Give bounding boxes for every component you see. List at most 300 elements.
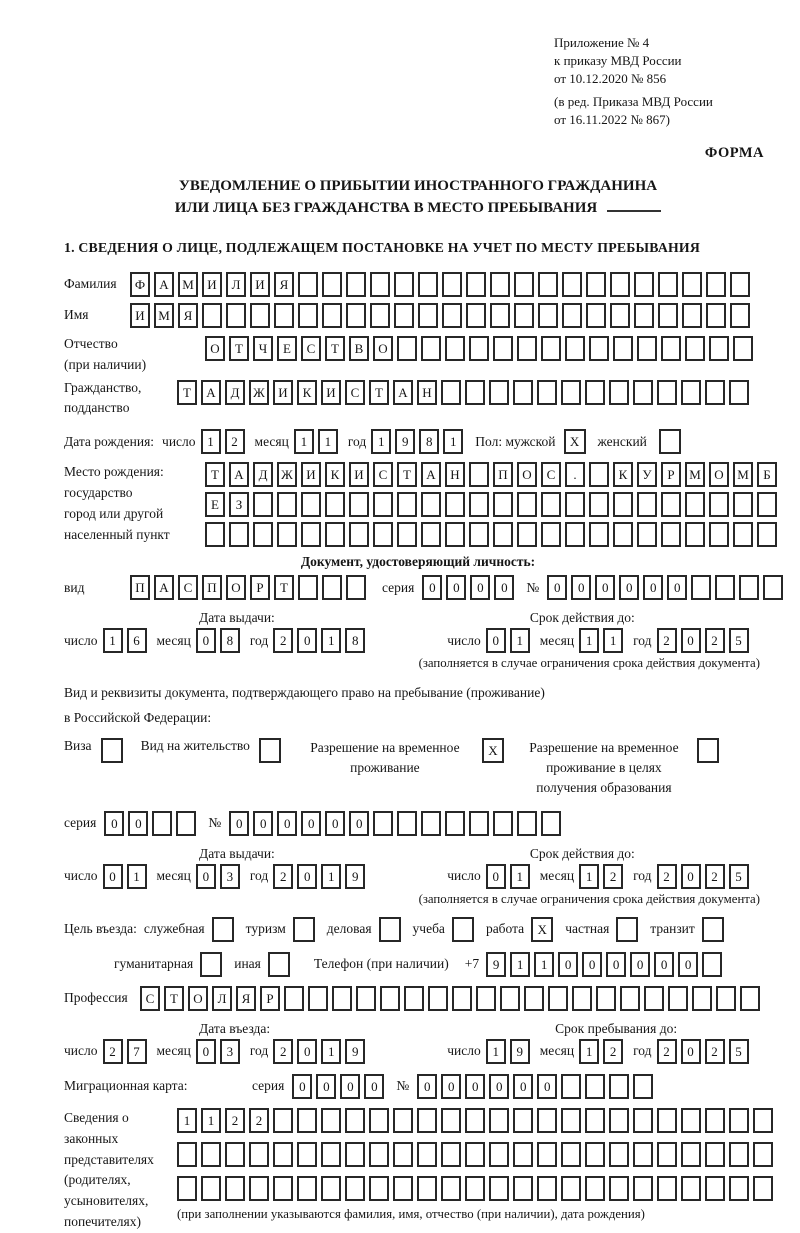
char-cell[interactable]: 0: [196, 628, 216, 653]
char-cell[interactable]: [753, 1176, 773, 1201]
char-cell[interactable]: [441, 1108, 461, 1133]
char-cell[interactable]: 0: [417, 1074, 437, 1099]
char-cell[interactable]: [668, 986, 688, 1011]
char-cell[interactable]: [417, 1142, 437, 1167]
char-cell[interactable]: [418, 272, 438, 297]
char-cell[interactable]: [205, 522, 225, 547]
char-cell[interactable]: [706, 303, 726, 328]
visa-checkbox[interactable]: [101, 738, 123, 763]
char-cell[interactable]: [561, 1108, 581, 1133]
char-cell[interactable]: 1: [603, 628, 623, 653]
char-cell[interactable]: Я: [236, 986, 256, 1011]
char-cell[interactable]: Ф: [130, 272, 150, 297]
char-cell[interactable]: [177, 1176, 197, 1201]
char-cell[interactable]: [373, 522, 393, 547]
char-cell[interactable]: [469, 336, 489, 361]
char-cell[interactable]: [469, 811, 489, 836]
char-cell[interactable]: [585, 380, 605, 405]
char-cell[interactable]: С: [301, 336, 321, 361]
char-cell[interactable]: [739, 575, 759, 600]
char-cell[interactable]: [418, 303, 438, 328]
char-cell[interactable]: О: [205, 336, 225, 361]
char-cell[interactable]: 0: [470, 575, 490, 600]
char-cell[interactable]: [705, 1142, 725, 1167]
char-cell[interactable]: [177, 1142, 197, 1167]
char-cell[interactable]: [476, 986, 496, 1011]
char-cell[interactable]: 0: [104, 811, 124, 836]
char-cell[interactable]: 0: [681, 864, 701, 889]
char-cell[interactable]: [298, 272, 318, 297]
char-cell[interactable]: [370, 272, 390, 297]
char-cell[interactable]: [609, 380, 629, 405]
char-cell[interactable]: Б: [757, 462, 777, 487]
char-cell[interactable]: М: [178, 272, 198, 297]
char-cell[interactable]: [284, 986, 304, 1011]
char-cell[interactable]: [681, 1142, 701, 1167]
char-cell[interactable]: [490, 303, 510, 328]
char-cell[interactable]: .: [565, 462, 585, 487]
purpose-chastnaya-checkbox[interactable]: [616, 917, 638, 942]
char-cell[interactable]: [691, 575, 711, 600]
char-cell[interactable]: [763, 575, 783, 600]
char-cell[interactable]: 0: [253, 811, 273, 836]
char-cell[interactable]: [565, 336, 585, 361]
char-cell[interactable]: [345, 1142, 365, 1167]
char-cell[interactable]: Т: [164, 986, 184, 1011]
char-cell[interactable]: 1: [579, 1039, 599, 1064]
char-cell[interactable]: В: [349, 336, 369, 361]
char-cell[interactable]: 0: [667, 575, 687, 600]
char-cell[interactable]: [709, 492, 729, 517]
purpose-delovaya-checkbox[interactable]: [379, 917, 401, 942]
sex-male-checkbox[interactable]: X: [564, 429, 586, 454]
char-cell[interactable]: О: [517, 462, 537, 487]
char-cell[interactable]: Д: [253, 462, 273, 487]
char-cell[interactable]: [585, 1108, 605, 1133]
char-cell[interactable]: [493, 492, 513, 517]
char-cell[interactable]: Н: [445, 462, 465, 487]
char-cell[interactable]: 2: [705, 628, 725, 653]
char-cell[interactable]: [692, 986, 712, 1011]
char-cell[interactable]: 9: [486, 952, 506, 977]
purpose-turizm-checkbox[interactable]: [293, 917, 315, 942]
char-cell[interactable]: 0: [340, 1074, 360, 1099]
char-cell[interactable]: [541, 811, 561, 836]
char-cell[interactable]: О: [373, 336, 393, 361]
char-cell[interactable]: [541, 522, 561, 547]
char-cell[interactable]: [442, 272, 462, 297]
char-cell[interactable]: Т: [369, 380, 389, 405]
char-cell[interactable]: [657, 1176, 677, 1201]
char-cell[interactable]: 0: [606, 952, 626, 977]
char-cell[interactable]: [586, 303, 606, 328]
char-cell[interactable]: [757, 492, 777, 517]
char-cell[interactable]: [489, 1142, 509, 1167]
char-cell[interactable]: [682, 272, 702, 297]
char-cell[interactable]: [346, 575, 366, 600]
char-cell[interactable]: [345, 1108, 365, 1133]
char-cell[interactable]: З: [229, 492, 249, 517]
char-cell[interactable]: [702, 952, 722, 977]
char-cell[interactable]: 5: [729, 1039, 749, 1064]
char-cell[interactable]: [301, 522, 321, 547]
char-cell[interactable]: 0: [489, 1074, 509, 1099]
char-cell[interactable]: [633, 1142, 653, 1167]
char-cell[interactable]: 2: [225, 429, 245, 454]
char-cell[interactable]: 0: [681, 628, 701, 653]
char-cell[interactable]: 8: [220, 628, 240, 653]
char-cell[interactable]: [715, 575, 735, 600]
char-cell[interactable]: [561, 1142, 581, 1167]
char-cell[interactable]: 2: [273, 1039, 293, 1064]
char-cell[interactable]: 1: [321, 864, 341, 889]
char-cell[interactable]: 2: [603, 864, 623, 889]
char-cell[interactable]: 0: [297, 628, 317, 653]
char-cell[interactable]: Е: [277, 336, 297, 361]
char-cell[interactable]: Т: [229, 336, 249, 361]
char-cell[interactable]: [397, 492, 417, 517]
char-cell[interactable]: [729, 1108, 749, 1133]
char-cell[interactable]: [634, 303, 654, 328]
purpose-ucheba-checkbox[interactable]: [452, 917, 474, 942]
char-cell[interactable]: М: [154, 303, 174, 328]
char-cell[interactable]: [644, 986, 664, 1011]
char-cell[interactable]: Ж: [249, 380, 269, 405]
char-cell[interactable]: Я: [274, 272, 294, 297]
char-cell[interactable]: [513, 380, 533, 405]
char-cell[interactable]: 0: [316, 1074, 336, 1099]
char-cell[interactable]: 0: [229, 811, 249, 836]
char-cell[interactable]: П: [130, 575, 150, 600]
char-cell[interactable]: Л: [226, 272, 246, 297]
char-cell[interactable]: О: [188, 986, 208, 1011]
char-cell[interactable]: 0: [486, 628, 506, 653]
char-cell[interactable]: [249, 1142, 269, 1167]
char-cell[interactable]: [397, 336, 417, 361]
char-cell[interactable]: [609, 1176, 629, 1201]
char-cell[interactable]: 2: [249, 1108, 269, 1133]
char-cell[interactable]: [716, 986, 736, 1011]
char-cell[interactable]: [394, 272, 414, 297]
char-cell[interactable]: [321, 1176, 341, 1201]
char-cell[interactable]: [421, 492, 441, 517]
char-cell[interactable]: [417, 1108, 437, 1133]
char-cell[interactable]: [308, 986, 328, 1011]
char-cell[interactable]: [513, 1176, 533, 1201]
char-cell[interactable]: [657, 1108, 677, 1133]
char-cell[interactable]: [517, 336, 537, 361]
char-cell[interactable]: [729, 1176, 749, 1201]
char-cell[interactable]: 2: [603, 1039, 623, 1064]
char-cell[interactable]: [585, 1074, 605, 1099]
char-cell[interactable]: [346, 272, 366, 297]
char-cell[interactable]: 8: [419, 429, 439, 454]
char-cell[interactable]: 1: [510, 628, 530, 653]
char-cell[interactable]: [589, 522, 609, 547]
char-cell[interactable]: [561, 380, 581, 405]
char-cell[interactable]: [273, 1176, 293, 1201]
char-cell[interactable]: 9: [345, 864, 365, 889]
temp-residence-edu-checkbox[interactable]: [697, 738, 719, 763]
char-cell[interactable]: [273, 1142, 293, 1167]
char-cell[interactable]: [538, 272, 558, 297]
char-cell[interactable]: 2: [103, 1039, 123, 1064]
char-cell[interactable]: [202, 303, 222, 328]
char-cell[interactable]: [346, 303, 366, 328]
char-cell[interactable]: 1: [510, 864, 530, 889]
char-cell[interactable]: [562, 272, 582, 297]
char-cell[interactable]: 2: [657, 628, 677, 653]
char-cell[interactable]: А: [154, 272, 174, 297]
char-cell[interactable]: И: [301, 462, 321, 487]
char-cell[interactable]: 3: [220, 1039, 240, 1064]
char-cell[interactable]: [610, 303, 630, 328]
char-cell[interactable]: [613, 522, 633, 547]
char-cell[interactable]: И: [349, 462, 369, 487]
char-cell[interactable]: 0: [422, 575, 442, 600]
char-cell[interactable]: Ч: [253, 336, 273, 361]
char-cell[interactable]: [373, 492, 393, 517]
char-cell[interactable]: М: [685, 462, 705, 487]
char-cell[interactable]: [369, 1176, 389, 1201]
char-cell[interactable]: [500, 986, 520, 1011]
char-cell[interactable]: Е: [205, 492, 225, 517]
char-cell[interactable]: [548, 986, 568, 1011]
char-cell[interactable]: И: [321, 380, 341, 405]
char-cell[interactable]: [445, 522, 465, 547]
char-cell[interactable]: 1: [510, 952, 530, 977]
char-cell[interactable]: А: [393, 380, 413, 405]
purpose-inaya-checkbox[interactable]: [268, 952, 290, 977]
char-cell[interactable]: 0: [681, 1039, 701, 1064]
char-cell[interactable]: Т: [205, 462, 225, 487]
char-cell[interactable]: [297, 1108, 317, 1133]
char-cell[interactable]: 1: [371, 429, 391, 454]
char-cell[interactable]: [466, 272, 486, 297]
char-cell[interactable]: [321, 1108, 341, 1133]
char-cell[interactable]: 0: [678, 952, 698, 977]
char-cell[interactable]: [637, 336, 657, 361]
char-cell[interactable]: 0: [301, 811, 321, 836]
char-cell[interactable]: [428, 986, 448, 1011]
char-cell[interactable]: 0: [595, 575, 615, 600]
char-cell[interactable]: 0: [128, 811, 148, 836]
char-cell[interactable]: [393, 1108, 413, 1133]
char-cell[interactable]: [394, 303, 414, 328]
char-cell[interactable]: 8: [345, 628, 365, 653]
char-cell[interactable]: [226, 303, 246, 328]
char-cell[interactable]: [705, 1108, 725, 1133]
char-cell[interactable]: [493, 811, 513, 836]
char-cell[interactable]: Л: [212, 986, 232, 1011]
char-cell[interactable]: [421, 811, 441, 836]
char-cell[interactable]: 1: [103, 628, 123, 653]
char-cell[interactable]: [730, 303, 750, 328]
char-cell[interactable]: [445, 492, 465, 517]
char-cell[interactable]: 1: [579, 864, 599, 889]
char-cell[interactable]: [633, 1074, 653, 1099]
char-cell[interactable]: 1: [579, 628, 599, 653]
char-cell[interactable]: И: [250, 272, 270, 297]
char-cell[interactable]: [274, 303, 294, 328]
char-cell[interactable]: [370, 303, 390, 328]
char-cell[interactable]: [561, 1074, 581, 1099]
char-cell[interactable]: [705, 380, 725, 405]
char-cell[interactable]: [609, 1108, 629, 1133]
char-cell[interactable]: [633, 1108, 653, 1133]
char-cell[interactable]: 1: [127, 864, 147, 889]
char-cell[interactable]: [489, 1176, 509, 1201]
char-cell[interactable]: 1: [318, 429, 338, 454]
char-cell[interactable]: [393, 1142, 413, 1167]
char-cell[interactable]: [709, 522, 729, 547]
char-cell[interactable]: [369, 1142, 389, 1167]
char-cell[interactable]: 1: [201, 1108, 221, 1133]
char-cell[interactable]: [658, 303, 678, 328]
char-cell[interactable]: 0: [292, 1074, 312, 1099]
char-cell[interactable]: [445, 336, 465, 361]
char-cell[interactable]: А: [201, 380, 221, 405]
char-cell[interactable]: [441, 1176, 461, 1201]
char-cell[interactable]: [658, 272, 678, 297]
char-cell[interactable]: [373, 811, 393, 836]
char-cell[interactable]: [253, 492, 273, 517]
char-cell[interactable]: [729, 1142, 749, 1167]
char-cell[interactable]: [537, 380, 557, 405]
char-cell[interactable]: Я: [178, 303, 198, 328]
char-cell[interactable]: 0: [196, 864, 216, 889]
char-cell[interactable]: А: [154, 575, 174, 600]
temp-residence-checkbox[interactable]: X: [482, 738, 504, 763]
char-cell[interactable]: [465, 1176, 485, 1201]
char-cell[interactable]: [225, 1176, 245, 1201]
char-cell[interactable]: [524, 986, 544, 1011]
char-cell[interactable]: 1: [321, 1039, 341, 1064]
char-cell[interactable]: 1: [177, 1108, 197, 1133]
char-cell[interactable]: П: [493, 462, 513, 487]
char-cell[interactable]: [322, 303, 342, 328]
char-cell[interactable]: 2: [657, 1039, 677, 1064]
char-cell[interactable]: [706, 272, 726, 297]
char-cell[interactable]: С: [373, 462, 393, 487]
char-cell[interactable]: [585, 1176, 605, 1201]
char-cell[interactable]: [561, 1176, 581, 1201]
char-cell[interactable]: [332, 986, 352, 1011]
char-cell[interactable]: 1: [443, 429, 463, 454]
char-cell[interactable]: [325, 492, 345, 517]
char-cell[interactable]: [152, 811, 172, 836]
char-cell[interactable]: [541, 492, 561, 517]
char-cell[interactable]: [682, 303, 702, 328]
char-cell[interactable]: [634, 272, 654, 297]
char-cell[interactable]: 1: [294, 429, 314, 454]
char-cell[interactable]: 0: [441, 1074, 461, 1099]
char-cell[interactable]: [685, 522, 705, 547]
char-cell[interactable]: [740, 986, 760, 1011]
char-cell[interactable]: С: [541, 462, 561, 487]
char-cell[interactable]: [538, 303, 558, 328]
char-cell[interactable]: [421, 522, 441, 547]
char-cell[interactable]: И: [202, 272, 222, 297]
char-cell[interactable]: 0: [103, 864, 123, 889]
char-cell[interactable]: [380, 986, 400, 1011]
char-cell[interactable]: [589, 336, 609, 361]
char-cell[interactable]: [589, 492, 609, 517]
char-cell[interactable]: Д: [225, 380, 245, 405]
char-cell[interactable]: [176, 811, 196, 836]
char-cell[interactable]: [537, 1176, 557, 1201]
char-cell[interactable]: [657, 1142, 677, 1167]
char-cell[interactable]: 0: [364, 1074, 384, 1099]
char-cell[interactable]: [489, 1108, 509, 1133]
char-cell[interactable]: [681, 1176, 701, 1201]
char-cell[interactable]: [537, 1108, 557, 1133]
char-cell[interactable]: К: [613, 462, 633, 487]
char-cell[interactable]: Т: [177, 380, 197, 405]
char-cell[interactable]: [537, 1142, 557, 1167]
char-cell[interactable]: К: [297, 380, 317, 405]
char-cell[interactable]: 3: [220, 864, 240, 889]
char-cell[interactable]: 1: [321, 628, 341, 653]
char-cell[interactable]: 0: [277, 811, 297, 836]
char-cell[interactable]: [369, 1108, 389, 1133]
char-cell[interactable]: [249, 1176, 269, 1201]
char-cell[interactable]: [753, 1108, 773, 1133]
char-cell[interactable]: [229, 522, 249, 547]
char-cell[interactable]: [609, 1142, 629, 1167]
char-cell[interactable]: 0: [494, 575, 514, 600]
purpose-rabota-checkbox[interactable]: X: [531, 917, 553, 942]
char-cell[interactable]: 2: [273, 864, 293, 889]
char-cell[interactable]: [201, 1142, 221, 1167]
char-cell[interactable]: 0: [654, 952, 674, 977]
char-cell[interactable]: [513, 1108, 533, 1133]
char-cell[interactable]: [250, 303, 270, 328]
char-cell[interactable]: 0: [465, 1074, 485, 1099]
char-cell[interactable]: [298, 303, 318, 328]
char-cell[interactable]: [469, 462, 489, 487]
char-cell[interactable]: 9: [510, 1039, 530, 1064]
char-cell[interactable]: [349, 492, 369, 517]
char-cell[interactable]: [685, 492, 705, 517]
char-cell[interactable]: [681, 1108, 701, 1133]
char-cell[interactable]: [613, 336, 633, 361]
char-cell[interactable]: [585, 1142, 605, 1167]
char-cell[interactable]: [345, 1176, 365, 1201]
char-cell[interactable]: [273, 1108, 293, 1133]
char-cell[interactable]: [445, 811, 465, 836]
char-cell[interactable]: [705, 1176, 725, 1201]
char-cell[interactable]: [586, 272, 606, 297]
char-cell[interactable]: [297, 1142, 317, 1167]
char-cell[interactable]: [517, 522, 537, 547]
char-cell[interactable]: 0: [297, 1039, 317, 1064]
char-cell[interactable]: [514, 272, 534, 297]
char-cell[interactable]: 0: [582, 952, 602, 977]
char-cell[interactable]: [356, 986, 376, 1011]
char-cell[interactable]: [225, 1142, 245, 1167]
char-cell[interactable]: Р: [250, 575, 270, 600]
char-cell[interactable]: О: [226, 575, 246, 600]
char-cell[interactable]: 0: [537, 1074, 557, 1099]
char-cell[interactable]: С: [178, 575, 198, 600]
char-cell[interactable]: 7: [127, 1039, 147, 1064]
char-cell[interactable]: 2: [705, 864, 725, 889]
char-cell[interactable]: 5: [729, 864, 749, 889]
char-cell[interactable]: 0: [643, 575, 663, 600]
char-cell[interactable]: П: [202, 575, 222, 600]
char-cell[interactable]: [733, 492, 753, 517]
